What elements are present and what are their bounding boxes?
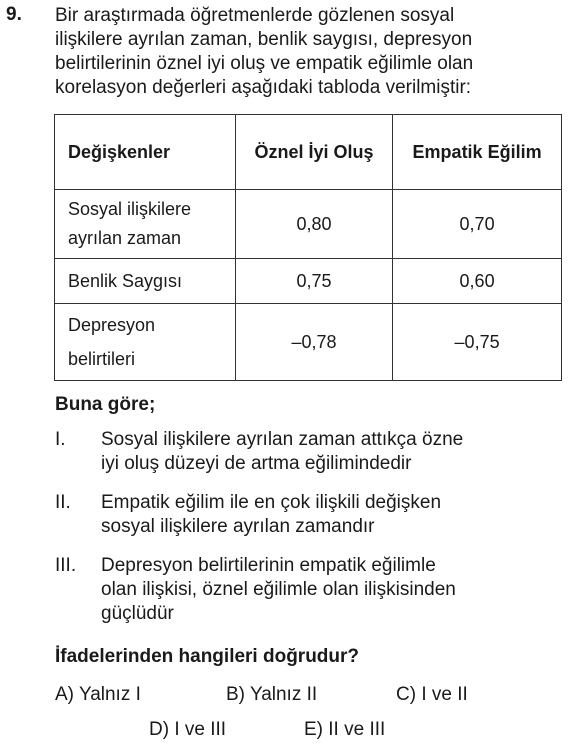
option-text: I ve II	[421, 684, 468, 705]
oznel-value: 0,75	[235, 259, 392, 304]
header-oznel-iyi-olus: Öznel İyi Oluş	[235, 115, 392, 190]
option-text: Yalnız I	[78, 684, 141, 705]
question-number: 9.	[6, 4, 22, 25]
header-variables: Değişkenler	[55, 115, 236, 190]
table-header-row	[55, 115, 562, 190]
oznel-value: –0,78	[235, 304, 392, 381]
statement-line: sosyal ilişkilere ayrılan zamandır	[101, 516, 375, 537]
empatik-value: 0,60	[393, 259, 562, 304]
statement-roman: I.	[55, 429, 66, 450]
option-text: I ve III	[174, 719, 227, 740]
statement-line: olan ilişkisi, öznel eğilimle olan ilişkisinden	[101, 579, 456, 600]
question-stem	[55, 4, 560, 100]
statement-roman: III.	[55, 555, 77, 576]
option-b[interactable]	[226, 684, 317, 706]
oznel-value: 0,80	[235, 190, 392, 259]
option-text: Yalnız II	[249, 684, 318, 705]
option-letter: E)	[304, 719, 323, 740]
option-d[interactable]	[149, 719, 226, 741]
statement-line: Sosyal ilişkilere ayrılan zaman attıkça özne	[101, 429, 464, 450]
option-text: II ve III	[328, 719, 386, 740]
option-letter: B)	[226, 684, 245, 705]
option-letter: D)	[149, 719, 170, 740]
statement-line: Empatik eğilim ile en çok ilişkili değişken	[101, 492, 442, 513]
empatik-value: 0,70	[393, 190, 562, 259]
option-a[interactable]	[55, 684, 141, 706]
option-c[interactable]	[396, 684, 468, 706]
stem-line: korelasyon değerleri aşağıdaki tabloda verilmiştir:	[55, 77, 472, 98]
statement-roman: II.	[55, 492, 71, 513]
stem-line: belirtilerinin öznel iyi oluş ve empatik eğilimle olan	[55, 53, 474, 74]
lead-text: Buna göre;	[55, 394, 156, 415]
correlation-table	[54, 114, 562, 381]
option-letter: C)	[396, 684, 417, 705]
variable-cell: Depresyon belirtileri	[55, 304, 236, 381]
statement-line: güçlüdür	[101, 603, 174, 624]
variable-cell: Sosyal ilişkilere ayrılan zaman	[55, 190, 236, 259]
option-letter: A)	[55, 684, 74, 705]
stem-line: ilişkilere ayrılan zaman, benlik saygısı, depresyon	[55, 29, 473, 50]
table-row	[55, 259, 562, 304]
question-prompt: İfadelerinden hangileri doğrudur?	[55, 646, 360, 667]
header-empatik-egilim: Empatik Eğilim	[393, 115, 562, 190]
stem-line: Bir araştırmada öğretmenlerde gözlenen sosyal	[55, 5, 455, 26]
statement-line: Depresyon belirtilerinin empatik eğilimle	[101, 555, 436, 576]
variable-cell: Benlik Saygısı	[55, 259, 236, 304]
statement-line: iyi oluş düzeyi de artma eğilimindedir	[101, 453, 412, 474]
table-row	[55, 304, 562, 381]
option-e[interactable]	[304, 719, 385, 741]
table-row	[55, 190, 562, 259]
empatik-value: –0,75	[393, 304, 562, 381]
